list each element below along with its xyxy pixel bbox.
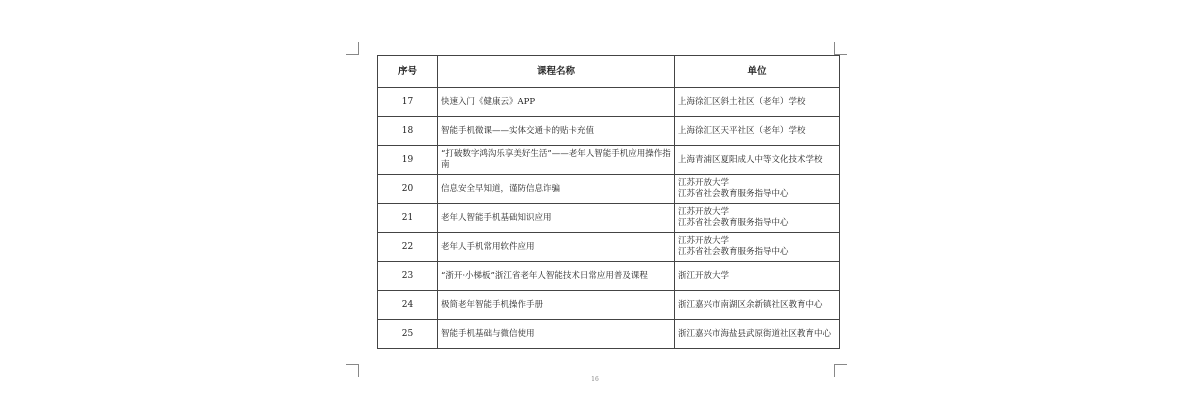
row-serial-number: 17 xyxy=(378,88,438,117)
row-unit: 上海徐汇区天平社区（老年）学校 xyxy=(675,117,840,146)
table-row xyxy=(378,262,840,291)
table-row xyxy=(378,233,840,262)
crop-mark-bottom-right xyxy=(834,364,847,377)
table-row xyxy=(378,146,840,175)
row-course-name: 信息安全早知道，谨防信息诈骗 xyxy=(438,175,675,204)
header-unit: 单位 xyxy=(675,56,840,88)
row-unit: 浙江嘉兴市南湖区余新镇社区教育中心 xyxy=(675,291,840,320)
table-row xyxy=(378,117,840,146)
row-course-name: “打破数字鸿沟乐享美好生活”——老年人智能手机应用操作指南 xyxy=(438,146,675,175)
crop-mark-bottom-left xyxy=(346,364,359,377)
row-unit: 江苏开放大学 江苏省社会教育服务指导中心 xyxy=(675,175,840,204)
row-serial-number: 20 xyxy=(378,175,438,204)
table-row xyxy=(378,291,840,320)
row-course-name: 极简老年智能手机操作手册 xyxy=(438,291,675,320)
crop-mark-top-right xyxy=(834,42,847,55)
row-course-name: 智能手机微课——实体交通卡的贴卡充值 xyxy=(438,117,675,146)
row-course-name: “浙开·小梯板”浙江省老年人智能技术日常应用普及课程 xyxy=(438,262,675,291)
table-row xyxy=(378,88,840,117)
row-unit: 江苏开放大学 江苏省社会教育服务指导中心 xyxy=(675,204,840,233)
row-unit: 上海徐汇区斜土社区（老年）学校 xyxy=(675,88,840,117)
row-unit: 浙江嘉兴市海盐县武原街道社区教育中心 xyxy=(675,320,840,349)
row-course-name: 快速入门《健康云》APP xyxy=(438,88,675,117)
header-serial-number: 序号 xyxy=(378,56,438,88)
row-unit: 江苏开放大学 江苏省社会教育服务指导中心 xyxy=(675,233,840,262)
row-serial-number: 25 xyxy=(378,320,438,349)
header-course-name: 课程名称 xyxy=(438,56,675,88)
row-serial-number: 21 xyxy=(378,204,438,233)
crop-mark-top-left xyxy=(346,42,359,55)
page-number: 16 xyxy=(591,376,599,383)
row-serial-number: 22 xyxy=(378,233,438,262)
row-unit: 浙江开放大学 xyxy=(675,262,840,291)
table-row xyxy=(378,320,840,349)
row-serial-number: 19 xyxy=(378,146,438,175)
row-course-name: 老年人智能手机基础知识应用 xyxy=(438,204,675,233)
row-course-name: 老年人手机常用软件应用 xyxy=(438,233,675,262)
table-row xyxy=(378,204,840,233)
row-unit: 上海青浦区夏阳成人中等文化技术学校 xyxy=(675,146,840,175)
table-row xyxy=(378,175,840,204)
row-serial-number: 18 xyxy=(378,117,438,146)
course-table xyxy=(377,55,840,349)
table-header-row xyxy=(378,56,840,88)
row-serial-number: 24 xyxy=(378,291,438,320)
row-course-name: 智能手机基础与微信使用 xyxy=(438,320,675,349)
row-serial-number: 23 xyxy=(378,262,438,291)
